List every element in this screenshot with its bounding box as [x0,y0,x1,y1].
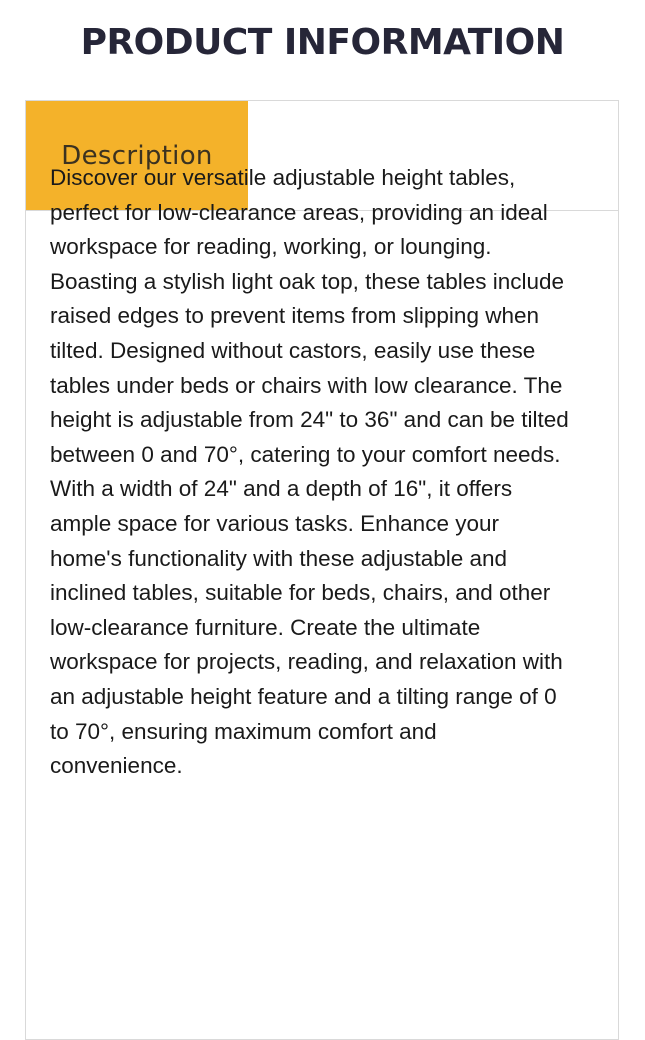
tab-description-label: Description [61,140,213,171]
page-title: PRODUCT INFORMATION [80,22,565,63]
description-text: Discover our versatile adjustable height tables, perfect for low-clearance areas, providing an ideal workspace for reading, working, or lounging. Boasting a stylish light oak top, these tables include raised edges to prevent items from slipping when tilted. Designed without castors, easily use these tables under beds or chairs with low clearance. The height is adjustable from 24" to 36" and can be tilted between 0 and 70°, catering to your comfort needs. With a width of 24" and a depth of 16", it offers ample space for various tasks. Enhance your home's functionality with these adjustable and inclined tables, suitable for beds, chairs, and other low-clearance furniture. Create the ultimate workspace for projects, reading, and relaxation with an adjustable height feature and a tilting range of 0 to 70°, ensuring maximum comfort and convenience. [50,165,569,779]
